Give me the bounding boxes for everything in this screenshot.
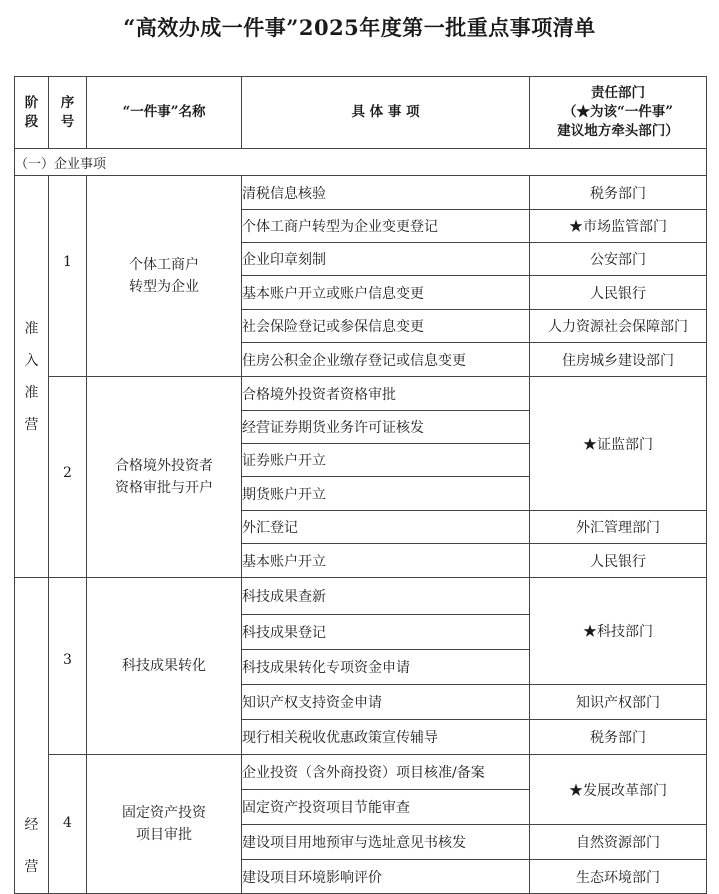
dept-cell-merged: ★发展改革部门 — [530, 755, 707, 825]
header-items: 具 体 事 项 — [242, 77, 530, 149]
section-label: （一）企业事项 — [15, 149, 707, 176]
section-row — [15, 149, 707, 176]
header-seq: 序 号 — [49, 77, 87, 149]
dept-cell: 公安部门 — [530, 243, 707, 276]
dept-cell: 人力资源社会保障部门 — [530, 310, 707, 343]
dept-cell: 税务部门 — [530, 720, 707, 755]
item-cell: 基本账户开立 — [242, 544, 530, 578]
item-cell: 基本账户开立或账户信息变更 — [242, 276, 530, 310]
dept-cell: 外汇管理部门 — [530, 511, 707, 544]
table-row — [15, 755, 707, 790]
item-cell: 企业投资（含外商投资）项目核准/备案 — [242, 755, 530, 790]
matter-name: 个体工商户 转型为企业 — [87, 176, 242, 377]
page-title: “高效办成一件事”2025年度第一批重点事项清单 — [123, 15, 596, 40]
table-row — [15, 377, 707, 411]
item-cell: 建设项目用地预审与选址意见书核发 — [242, 825, 530, 860]
item-cell: 经营证券期货业务许可证核发 — [242, 411, 530, 444]
seq-cell: 4 — [49, 755, 87, 894]
item-cell: 企业印章刻制 — [242, 243, 530, 276]
dept-cell: 知识产权部门 — [530, 685, 707, 720]
item-cell: 个体工商户转型为企业变更登记 — [242, 210, 530, 243]
stage-zhunru-zhunying: 准 入 准 营 — [15, 176, 49, 578]
dept-cell: 自然资源部门 — [530, 825, 707, 860]
item-cell: 证券账户开立 — [242, 444, 530, 477]
item-cell: 现行相关税收优惠政策宣传辅导 — [242, 720, 530, 755]
item-cell: 外汇登记 — [242, 511, 530, 544]
stage-jingying: 经 营 — [15, 578, 49, 894]
dept-cell-merged: ★证监部门 — [530, 377, 707, 511]
table-row — [15, 578, 707, 615]
header-dept: 责任部门 （★为该“一件事” 建议地方牵头部门） — [530, 77, 707, 149]
matter-name: 合格境外投资者 资格审批与开户 — [87, 377, 242, 578]
seq-cell: 2 — [49, 377, 87, 578]
item-cell: 固定资产投资项目节能审查 — [242, 790, 530, 825]
item-cell: 社会保险登记或参保信息变更 — [242, 310, 530, 343]
item-cell: 清税信息核验 — [242, 176, 530, 210]
item-cell: 知识产权支持资金申请 — [242, 685, 530, 720]
item-cell: 期货账户开立 — [242, 477, 530, 511]
item-cell: 建设项目环境影响评价 — [242, 860, 530, 894]
dept-cell: 税务部门 — [530, 176, 707, 210]
dept-cell: 住房城乡建设部门 — [530, 343, 707, 377]
item-cell: 科技成果查新 — [242, 578, 530, 615]
item-cell: 合格境外投资者资格审批 — [242, 377, 530, 411]
item-cell: 住房公积金企业缴存登记或信息变更 — [242, 343, 530, 377]
table-header-row — [15, 77, 707, 149]
header-name: “一件事”名称 — [87, 77, 242, 149]
seq-cell: 1 — [49, 176, 87, 377]
dept-cell: 人民银行 — [530, 276, 707, 310]
item-cell: 科技成果登记 — [242, 615, 530, 650]
dept-cell-merged: ★科技部门 — [530, 578, 707, 685]
dept-cell: 生态环境部门 — [530, 860, 707, 894]
matter-name: 科技成果转化 — [87, 578, 242, 755]
table-row — [15, 176, 707, 210]
matters-table — [14, 76, 707, 894]
item-cell: 科技成果转化专项资金申请 — [242, 650, 530, 685]
dept-cell: ★市场监管部门 — [530, 210, 707, 243]
matter-name: 固定资产投资 项目审批 — [87, 755, 242, 894]
dept-cell: 人民银行 — [530, 544, 707, 578]
seq-cell: 3 — [49, 578, 87, 755]
header-stage: 阶 段 — [15, 77, 49, 149]
